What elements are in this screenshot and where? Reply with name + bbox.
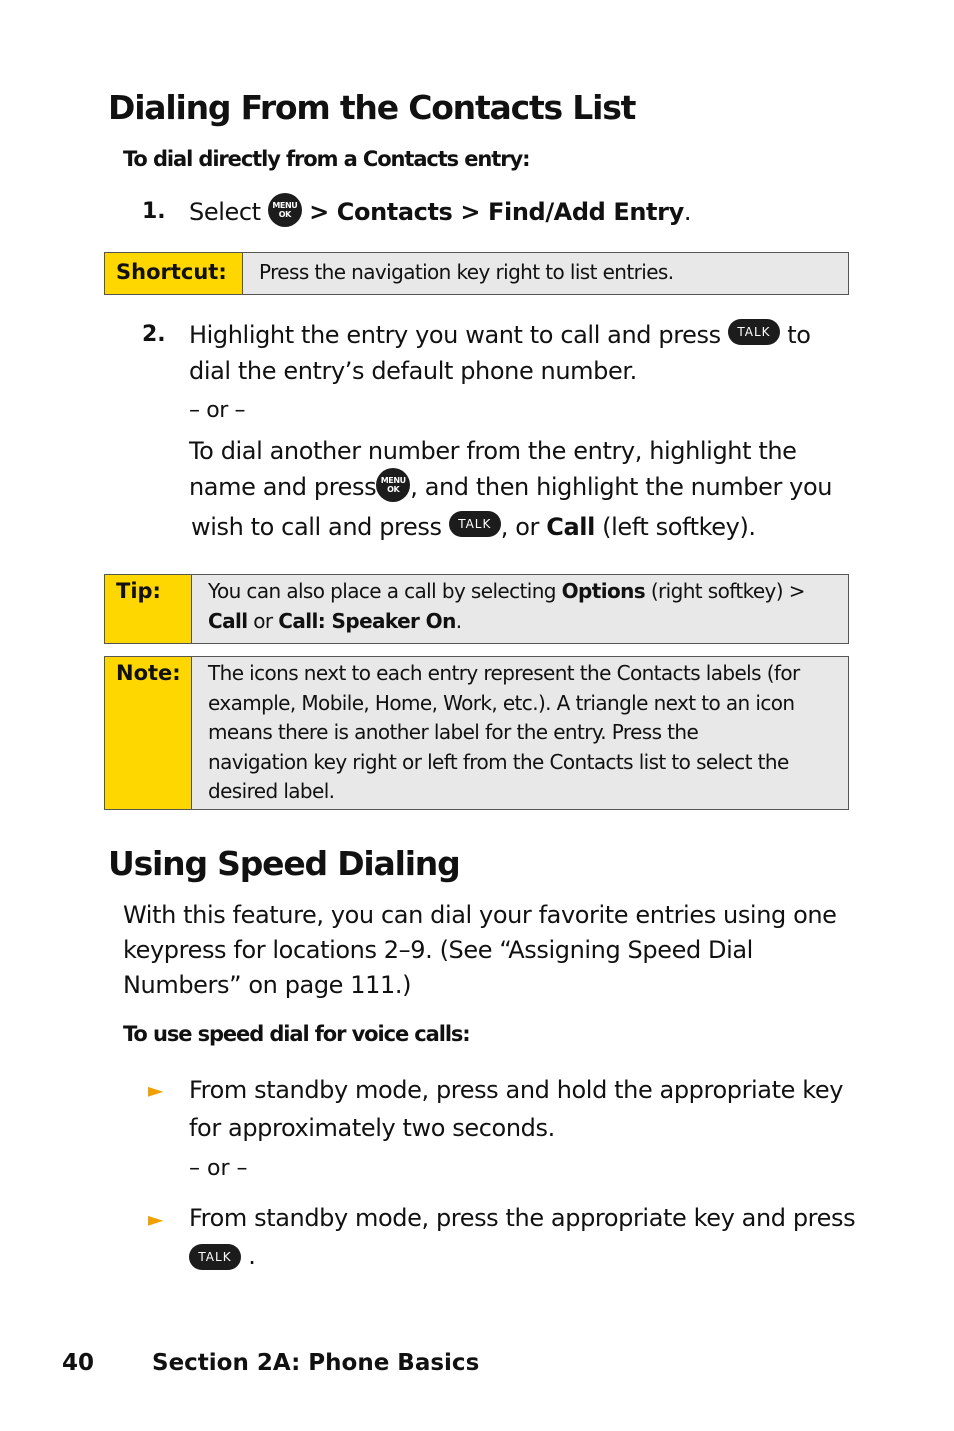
talk-key-icon: TALK [189,1244,241,1270]
step-2-text: Highlight the entry you want to call and press TALK to dial the entry’s default phone number. – or – To dial another number from the entry, highlight the name and press MENU OK , and then highlight the number you wish to call and press TALK , or Call (left softkey). [189,317,859,545]
shortcut-label: Shortcut: [105,253,243,294]
bullet-arrow-icon: ► [148,1078,164,1102]
speed-dial-intro: With this feature, you can dial your favorite entries using one keypress for locations 2–9. (See “Assigning Speed Dial Numbers” on page 111.) [123,901,837,999]
shortcut-callout [104,252,849,295]
section-footer: Section 2A: Phone Basics [152,1350,480,1376]
tip-callout [104,574,849,644]
menu-ok-key-icon: MENU OK [268,193,302,227]
step-1-text: Select MENU OK > Contacts > Find/Add Entry. [189,194,691,230]
shortcut-text: Press the navigation key right to list entries. [259,260,674,284]
step-number-1: 1. [142,199,166,224]
tip-text: You can also place a call by selecting Options (right softkey) > Call or Call: Speaker On. [208,579,805,633]
subhead-dial-directly: To dial directly from a Contacts entry: [123,147,530,171]
page-number: 40 [62,1350,95,1376]
talk-key-icon: TALK [728,319,780,345]
note-text: The icons next to each entry represent the Contacts labels (for example, Mobile, Home, Work, etc.). A triangle next to an icon means there is another label for the entry. Press the navigation key right or left from the Contacts list to select the desired label. [208,661,800,803]
bullet-arrow-icon: ► [148,1207,164,1231]
talk-key-icon: TALK [449,511,501,537]
menu-path: > Contacts > Find/Add Entry [309,198,684,226]
section-title-speed-dialing: Using Speed Dialing [108,844,460,883]
bullet-1-text: From standby mode, press and hold the appropriate key for approximately two seconds. [189,1076,844,1142]
bullet-2-text: From standby mode, press the appropriate key and press TALK . [189,1204,856,1270]
note-label: Note: [105,657,192,809]
menu-ok-key-icon: MENU OK [376,468,410,502]
or-separator: – or – [189,1156,248,1181]
section-title-dialing: Dialing From the Contacts List [108,88,636,127]
step-number-2: 2. [142,322,166,347]
note-callout [104,656,849,810]
select-label: Select [189,198,261,226]
or-separator: – or – [189,398,246,423]
subhead-speed-dial: To use speed dial for voice calls: [123,1022,470,1046]
tip-label: Tip: [105,575,192,643]
